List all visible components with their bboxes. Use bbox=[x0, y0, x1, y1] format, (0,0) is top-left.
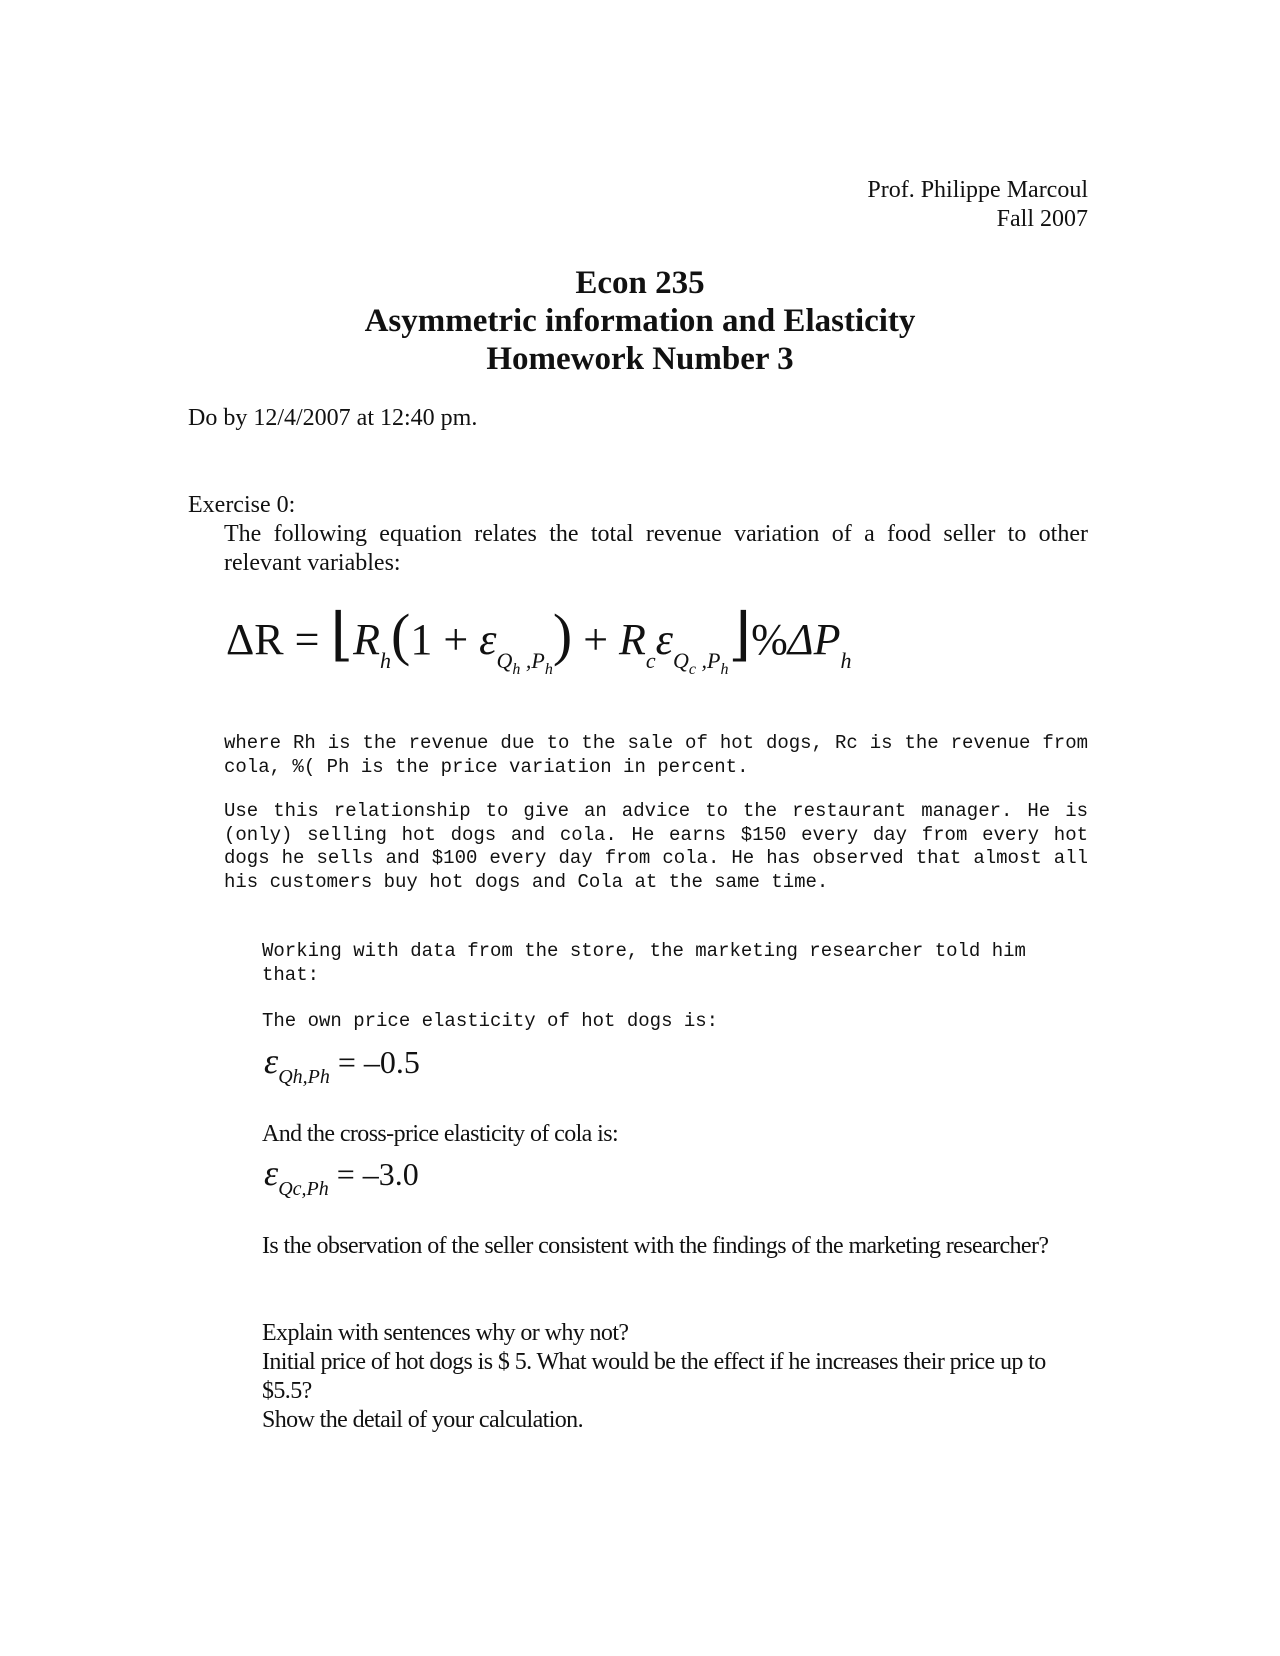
cross-price-label: And the cross-price elasticity of cola is: bbox=[262, 1121, 619, 1147]
eq-eps2-sub bbox=[673, 648, 729, 678]
revenue-equation bbox=[226, 600, 851, 680]
eq-eps1-q: Q bbox=[496, 648, 513, 673]
eq-rc-sub: c bbox=[645, 648, 656, 673]
eq-paren-open: ( bbox=[391, 602, 411, 667]
elast1-sub: Qh,Ph bbox=[278, 1066, 330, 1088]
eq-rh: R bbox=[353, 615, 381, 664]
title-block bbox=[0, 264, 1280, 378]
homework-title: Homework Number 3 bbox=[486, 341, 794, 377]
eq-equals: = bbox=[294, 615, 320, 664]
scenario-paragraph: Use this relationship to give an advice to the restaurant manager. He is (only) selling hot dogs and cola. He earns $150 every day from every hot dogs he sells and $100 every day from cola. He has observed that almost all his customers buy hot dogs and Cola at the same time. bbox=[224, 800, 1088, 893]
cross-price-elasticity bbox=[264, 1152, 419, 1201]
due-date: Do by 12/4/2007 at 12:40 pm. bbox=[188, 405, 478, 431]
eq-close-bracket: ⌋ bbox=[728, 602, 752, 667]
question-show-calculation: Show the detail of your calculation. bbox=[262, 1407, 583, 1433]
eq-rh-sub: h bbox=[380, 648, 392, 673]
question-price-effect: Initial price of hot dogs is $ 5. What would be the effect if he increases their price up to $5.5? bbox=[262, 1349, 1046, 1404]
eq-eps1-ph: h bbox=[544, 661, 553, 678]
variable-definitions: where Rh is the revenue due to the sale of hot dogs, Rc is the revenue from cola, %( Ph is the price variation in percent. bbox=[224, 732, 1088, 778]
author-name: Prof. Philippe Marcoul bbox=[867, 177, 1088, 203]
elast1-eps: ε bbox=[264, 1041, 279, 1081]
eq-open-bracket: ⌊ bbox=[330, 602, 354, 667]
elast2-value: = –3.0 bbox=[328, 1156, 419, 1192]
eq-rc: R bbox=[619, 615, 646, 664]
eq-lhs: ΔR bbox=[226, 615, 284, 664]
exercise-label: Exercise 0: bbox=[188, 492, 296, 518]
eq-plus: + bbox=[572, 615, 620, 664]
elast2-sub: Qc,Ph bbox=[278, 1178, 329, 1200]
eq-percent: % bbox=[751, 615, 788, 664]
own-price-elasticity bbox=[264, 1040, 420, 1089]
eq-eps2-q: Q bbox=[673, 648, 689, 673]
course-title: Econ 235 bbox=[575, 265, 705, 301]
eq-delta-p-sub: h bbox=[840, 648, 852, 673]
eq-one-plus: 1 + bbox=[410, 615, 480, 664]
eq-eps2-c: c bbox=[688, 661, 697, 678]
elast1-value: = –0.5 bbox=[329, 1044, 420, 1080]
exercise-intro: The following equation relates the total revenue variation of a food seller to other relevant variables: bbox=[224, 521, 1088, 576]
elast2-eps: ε bbox=[264, 1153, 279, 1193]
eq-eps2-ph: h bbox=[720, 661, 729, 678]
question-consistency: Is the observation of the seller consistent with the findings of the marketing researcher? bbox=[262, 1233, 1049, 1259]
eq-eps1: ε bbox=[479, 615, 497, 664]
eq-paren-close: ) bbox=[552, 602, 573, 667]
header-block bbox=[867, 176, 1088, 234]
term: Fall 2007 bbox=[996, 206, 1088, 232]
eq-eps1-h: h bbox=[512, 661, 521, 678]
own-price-label: The own price elasticity of hot dogs is: bbox=[262, 1010, 719, 1032]
researcher-paragraph: Working with data from the store, the marketing researcher told him that: bbox=[262, 940, 1026, 986]
eq-eps1-sub bbox=[496, 648, 553, 678]
eq-delta-p: ΔP bbox=[787, 615, 841, 664]
question-explain: Explain with sentences why or why not? bbox=[262, 1320, 629, 1346]
topic-title: Asymmetric information and Elasticity bbox=[364, 303, 916, 339]
eq-eps1-p: ,P bbox=[520, 648, 545, 673]
questions-block bbox=[262, 1319, 1092, 1435]
eq-eps2: ε bbox=[655, 615, 674, 664]
eq-eps2-p: ,P bbox=[696, 648, 721, 673]
